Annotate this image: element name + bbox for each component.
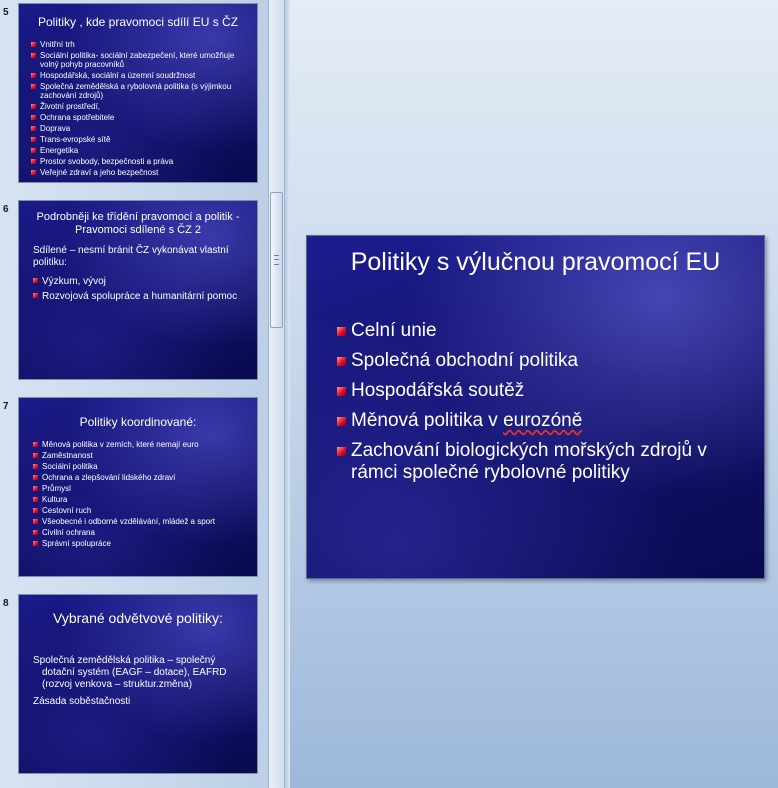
list-item: Sociální politika	[33, 462, 251, 471]
slide-number: 8	[3, 598, 9, 609]
list-item: Všeobecné i odborné vzdělávání, mládež a sport	[33, 517, 251, 526]
thumbnail-title: Vybrané odvětvové politiky:	[53, 610, 223, 626]
red-square-bullet-icon	[33, 475, 38, 480]
red-square-bullet-icon	[31, 53, 36, 58]
red-square-bullet-icon	[31, 42, 36, 47]
red-square-bullet-icon	[33, 530, 38, 535]
red-square-bullet-icon	[31, 137, 36, 142]
red-square-bullet-icon	[337, 417, 346, 426]
red-square-bullet-icon	[33, 508, 38, 513]
thumbnail-title: Podrobněji ke třídění pravomocí a politik - Pravomoci sdílené s ČZ 2	[36, 211, 240, 236]
scrollbar-thumb[interactable]	[270, 192, 283, 328]
slide-bullet-list[interactable]	[337, 320, 747, 492]
red-square-bullet-icon	[33, 486, 38, 491]
list-item: Kultura	[33, 495, 251, 504]
list-item: Průmysl	[33, 484, 251, 493]
thumbnail-scrollbar[interactable]	[268, 0, 285, 788]
list-item: Životní prostředí,	[31, 102, 251, 111]
red-square-bullet-icon	[31, 73, 36, 78]
list-item: Doprava	[31, 124, 251, 133]
list-item: Sociální politika- sociální zabezpečení, které umožňuje volný pohyb pracovníků	[31, 51, 251, 69]
list-item: Ochrana a zlepšování lidského zdraví	[33, 473, 251, 482]
list-item: Vnitřní trh	[31, 40, 251, 49]
slide-thumbnail-6[interactable]	[18, 200, 258, 380]
main-slide[interactable]	[306, 235, 765, 579]
list-item: Výzkum, vývoj	[33, 275, 248, 288]
list-item: Rozvojová spolupráce a humanitární pomoc	[33, 290, 248, 303]
list-item: Cestovní ruch	[33, 506, 251, 515]
red-square-bullet-icon	[31, 170, 36, 175]
slide-thumbnail-8[interactable]	[18, 594, 258, 774]
red-square-bullet-icon	[31, 126, 36, 131]
list-item: Správní spolupráce	[33, 539, 251, 548]
red-square-bullet-icon	[33, 453, 38, 458]
list-item: Společná zemědělská a rybolovná politika (s výjimkou zachování zdrojů)	[31, 82, 251, 100]
thumbnail-paragraph: Společná zemědělská politika – společný dotační systém (EAGF – dotace), EAFRD (rozvoj venkova – struktur.změna)	[33, 655, 227, 690]
list-item: Veřejné zdraví a jeho bezpečnost	[31, 168, 251, 177]
slide-title[interactable]: Politiky s výlučnou pravomocí EU	[350, 248, 721, 276]
thumbnail-title: Politiky koordinované:	[79, 415, 197, 429]
red-square-bullet-icon	[33, 497, 38, 502]
red-square-bullet-icon	[33, 519, 38, 524]
thumbnail-intro: Sdílené – nesmí bránit ČZ vykonávat vlastní politiku:	[33, 245, 229, 268]
red-square-bullet-icon	[337, 387, 346, 396]
list-item: Hospodářská, sociální a územní soudržnost	[31, 71, 251, 80]
red-square-bullet-icon	[31, 84, 36, 89]
list-item: Celní unie	[337, 320, 747, 342]
list-item: Měnová politika v zemích, které nemají euro	[33, 440, 251, 449]
slide-number: 6	[3, 204, 9, 215]
list-item: Ochrana spotřebitele	[31, 113, 251, 122]
red-square-bullet-icon	[337, 357, 346, 366]
slide-number: 5	[3, 7, 9, 18]
spellcheck-flagged-word[interactable]: eurozóně	[503, 410, 583, 431]
red-square-bullet-icon	[31, 104, 36, 109]
red-square-bullet-icon	[31, 159, 36, 164]
red-square-bullet-icon	[337, 447, 346, 456]
list-item: Energetika	[31, 146, 251, 155]
thumbnail-title: Politiky , kde pravomoci sdílí EU s ČZ	[37, 15, 239, 29]
slide-thumbnail-pane[interactable]	[0, 0, 268, 788]
list-item: Měnová politika v eurozóně	[337, 410, 747, 432]
red-square-bullet-icon	[31, 115, 36, 120]
thumbnail-paragraph: Zásada soběstačnosti	[33, 696, 131, 707]
list-item: Prostor svobody, bezpečnosti a práva	[31, 157, 251, 166]
red-square-bullet-icon	[33, 541, 38, 546]
red-square-bullet-icon	[337, 327, 346, 336]
red-square-bullet-icon	[33, 442, 38, 447]
list-item: Civilní ochrana	[33, 528, 251, 537]
red-square-bullet-icon	[33, 464, 38, 469]
slide-thumbnail-7[interactable]	[18, 397, 258, 577]
red-square-bullet-icon	[33, 278, 38, 283]
slide-thumbnail-5[interactable]	[18, 3, 258, 183]
scroll-grip-icon	[274, 255, 279, 265]
list-item: Zaměstnanost	[33, 451, 251, 460]
red-square-bullet-icon	[33, 293, 38, 298]
list-item: Hospodářská soutěž	[337, 380, 747, 402]
red-square-bullet-icon	[31, 148, 36, 153]
list-item: Zachování biologických mořských zdrojů v rámci společné rybolovné politiky	[337, 440, 747, 484]
slide-number: 7	[3, 401, 9, 412]
list-item: Trans-evropské sítě	[31, 135, 251, 144]
list-item: Společná obchodní politika	[337, 350, 747, 372]
